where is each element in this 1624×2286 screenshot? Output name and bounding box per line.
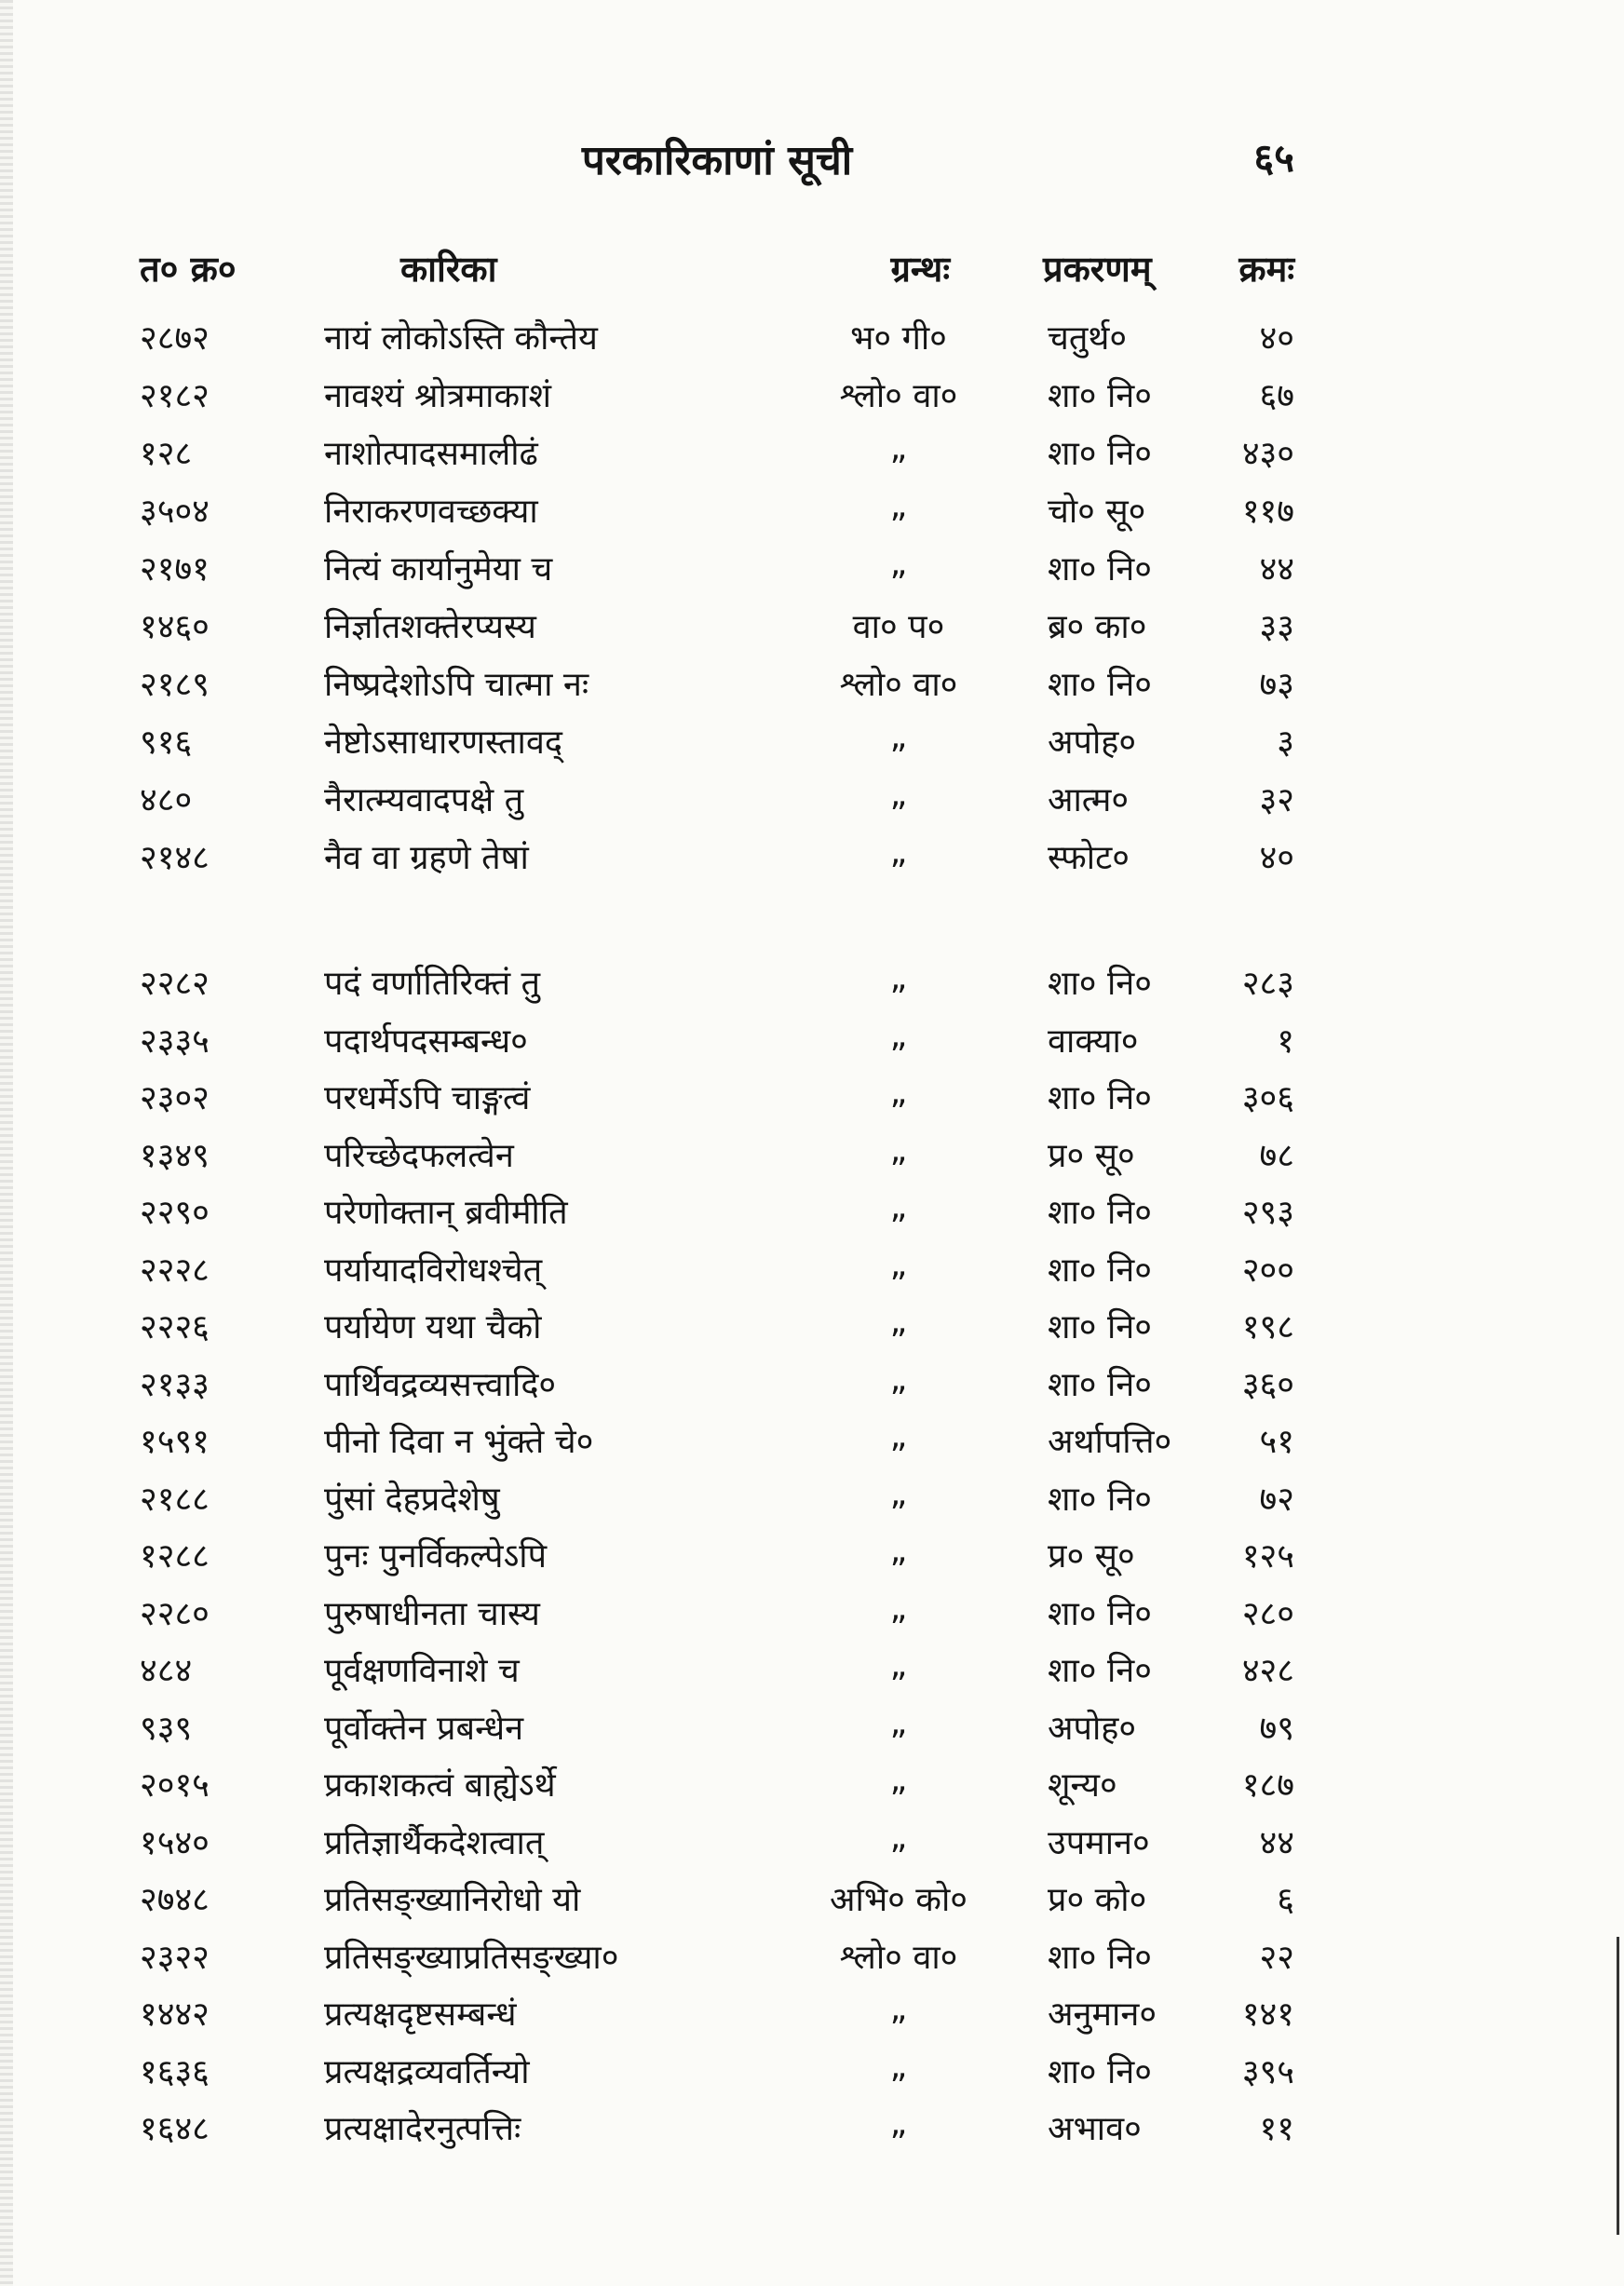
cell-num: ४८४ — [140, 1652, 193, 1690]
cell-prakaran: शा० नि० — [1048, 377, 1152, 415]
cell-num: २१८२ — [140, 377, 210, 415]
cell-prakaran: चो० सू० — [1048, 493, 1146, 531]
table-row — [0, 2048, 1624, 2103]
cell-granth: „ — [889, 776, 908, 814]
cell-num: २२२६ — [140, 1308, 210, 1346]
table-row — [0, 1188, 1624, 1244]
cell-karika: प्रत्यक्षदृष्टसम्बन्धं — [324, 1995, 517, 2034]
cell-granth: „ — [889, 959, 908, 997]
cell-kram: ४० — [1259, 839, 1294, 877]
table-row — [0, 959, 1624, 1015]
cell-num: १५४० — [140, 1823, 210, 1862]
cell-prakaran: अपोह० — [1048, 1709, 1137, 1748]
column-header-karika: कारिका — [400, 249, 497, 290]
cell-karika: पदार्थपदसम्बन्ध० — [324, 1021, 528, 1061]
cell-num: १६४८ — [140, 2110, 210, 2148]
table-row — [0, 602, 1624, 658]
cell-prakaran: अभाव० — [1048, 2110, 1142, 2148]
cell-granth: श्लो० वा० — [839, 666, 958, 704]
cell-num: १२८८ — [140, 1537, 210, 1576]
cell-granth: „ — [889, 1359, 908, 1399]
cell-karika: परिच्छेदफलत्वेन — [324, 1136, 514, 1175]
cell-kram: २८३ — [1241, 965, 1294, 1003]
cell-prakaran: शा० नि० — [1048, 1194, 1152, 1232]
cell-karika: प्रतिसङ्ख्यानिरोधो यो — [324, 1881, 581, 1919]
cell-prakaran: प्र० सू० — [1048, 1136, 1135, 1175]
table-row — [0, 1875, 1624, 1931]
table-row — [0, 718, 1624, 774]
table-row — [0, 2104, 1624, 2160]
cell-karika: प्रत्यक्षादेरनुत्पत्तिः — [324, 2110, 521, 2148]
cell-karika: प्रत्यक्षद्रव्यवर्तिन्यो — [324, 2052, 530, 2091]
cell-kram: ४२८ — [1241, 1652, 1294, 1690]
table-row — [0, 1417, 1624, 1473]
cell-kram: ११७ — [1241, 493, 1294, 531]
cell-num: २२९० — [140, 1194, 210, 1232]
table-row — [0, 1532, 1624, 1588]
cell-karika: पर्यायादविरोधश्चेत् — [324, 1251, 543, 1290]
cell-karika: नैव वा ग्रहणे तेषां — [324, 839, 529, 877]
cell-prakaran: शा० नि० — [1048, 2052, 1152, 2091]
table-row — [0, 372, 1624, 427]
table-row — [0, 545, 1624, 601]
cell-karika: परेणोक्तान् ब्रवीमीति — [324, 1194, 568, 1232]
cell-kram: ६ — [1277, 1881, 1294, 1919]
cell-karika: निष्प्रदेशोऽपि चात्मा नः — [324, 666, 589, 704]
cell-granth: श्लो० वा० — [839, 377, 958, 415]
cell-granth: „ — [889, 833, 908, 872]
cell-karika: प्रतिज्ञार्थैकदेशत्वात् — [324, 1823, 545, 1862]
cell-karika: पीनो दिवा न भुंक्ते चे० — [324, 1423, 594, 1461]
cell-granth: „ — [889, 1417, 908, 1455]
cell-karika: पूर्वक्षणविनाशे च — [324, 1652, 520, 1690]
cell-prakaran: शा० नि० — [1048, 550, 1152, 588]
cell-kram: १९८ — [1241, 1308, 1294, 1346]
cell-num: १४६० — [140, 608, 210, 646]
cell-num: २२२८ — [140, 1251, 210, 1290]
table-row — [0, 1589, 1624, 1645]
cell-num: २१८८ — [140, 1480, 210, 1519]
cell-kram: ४३० — [1241, 435, 1294, 473]
cell-kram: ७९ — [1259, 1709, 1294, 1748]
cell-prakaran: अनुमान० — [1048, 1995, 1157, 2034]
cell-karika: प्रतिसङ्ख्याप्रतिसङ्ख्या० — [324, 1938, 619, 1977]
cell-prakaran: स्फोट० — [1048, 839, 1130, 877]
cell-num: ४८० — [140, 781, 193, 819]
cell-karika: नाशोत्पादसमालीढं — [324, 435, 538, 473]
cell-granth: „ — [889, 1646, 908, 1684]
cell-num: ९१६ — [140, 724, 193, 762]
table-row — [0, 1933, 1624, 1989]
cell-granth: श्लो० वा० — [839, 1938, 958, 1977]
cell-num: ९३९ — [140, 1709, 193, 1748]
table-row — [0, 1704, 1624, 1760]
cell-karika: पुरुषाधीनता चास्य — [324, 1594, 540, 1633]
cell-prakaran: शा० नि० — [1048, 1365, 1152, 1404]
column-header-number: त० क्र० — [140, 249, 237, 290]
cell-granth: वा० प० — [852, 608, 945, 646]
cell-granth: „ — [889, 1990, 908, 2028]
cell-granth: „ — [889, 1188, 908, 1226]
cell-kram: ३ — [1277, 724, 1294, 762]
cell-num: ३५०४ — [140, 493, 210, 531]
cell-num: २२८२ — [140, 965, 210, 1003]
column-header-kram: क्रमः — [1238, 249, 1294, 290]
cell-granth: „ — [889, 545, 908, 583]
cell-granth: „ — [889, 429, 908, 467]
cell-granth: „ — [889, 1303, 908, 1341]
cell-kram: ३६० — [1241, 1365, 1294, 1404]
cell-prakaran: शा० नि० — [1048, 1938, 1152, 1977]
table-row — [0, 776, 1624, 832]
cell-granth: „ — [889, 1245, 908, 1284]
cell-kram: ४४ — [1259, 1823, 1294, 1862]
cell-granth: „ — [889, 1703, 908, 1742]
cell-prakaran: चतुर्थ० — [1048, 319, 1128, 358]
cell-karika: परधर्मेऽपि चाङ्गत्वं — [324, 1079, 531, 1117]
cell-karika: नायं लोकोऽस्ति कौन्तेय — [324, 319, 598, 358]
cell-karika: नैरात्म्यवादपक्षे तु — [324, 781, 524, 819]
table-row — [0, 833, 1624, 889]
cell-karika: निर्ज्ञातशक्तेरप्यस्य — [324, 608, 536, 646]
cell-granth: „ — [889, 1474, 908, 1513]
cell-karika: पूर्वोक्तेन प्रबन्धेन — [324, 1709, 524, 1748]
page-number: ६५ — [1253, 135, 1294, 181]
table-row — [0, 314, 1624, 370]
table-row — [0, 1819, 1624, 1874]
cell-num: २३०२ — [140, 1079, 210, 1117]
cell-kram: ३३ — [1259, 608, 1294, 646]
cell-kram: ११ — [1259, 2110, 1294, 2148]
column-header-prakaran: प्रकरणम् — [1043, 249, 1152, 290]
cell-kram: ५१ — [1259, 1423, 1294, 1461]
cell-kram: ३९५ — [1241, 2052, 1294, 2091]
cell-num: २२८० — [140, 1594, 210, 1633]
cell-granth: अभि० को० — [830, 1881, 968, 1919]
cell-granth: „ — [889, 2047, 908, 2086]
cell-prakaran: शून्य० — [1048, 1766, 1117, 1805]
cell-kram: ७२ — [1259, 1480, 1294, 1519]
cell-num: २१३३ — [140, 1365, 210, 1404]
cell-karika: नित्यं कार्यानुमेया च — [324, 550, 553, 588]
cell-karika: प्रकाशकत्वं बाह्येऽर्थे — [324, 1766, 556, 1805]
cell-prakaran: शा० नि० — [1048, 1251, 1152, 1290]
cell-kram: ६७ — [1259, 377, 1294, 415]
cell-num: १६३६ — [140, 2052, 210, 2091]
cell-prakaran: शा० नि० — [1048, 435, 1152, 473]
cell-kram: १४१ — [1241, 1995, 1294, 2034]
cell-granth: भ० गी० — [850, 319, 947, 358]
cell-kram: ७३ — [1259, 666, 1294, 704]
cell-karika: निराकरणवच्छक्या — [324, 493, 538, 531]
cell-granth: „ — [889, 1589, 908, 1628]
cell-granth: „ — [889, 1818, 908, 1857]
cell-kram: १२५ — [1241, 1537, 1294, 1576]
cell-num: २१७१ — [140, 550, 210, 588]
cell-prakaran: अर्थापत्ति० — [1048, 1423, 1172, 1461]
cell-prakaran: शा० नि० — [1048, 1079, 1152, 1117]
cell-granth: „ — [889, 1761, 908, 1799]
cell-num: २७४८ — [140, 1881, 210, 1919]
cell-num: १४४२ — [140, 1995, 210, 2034]
table-row — [0, 1360, 1624, 1416]
cell-prakaran: अपोह० — [1048, 724, 1137, 762]
cell-granth: „ — [889, 2104, 908, 2143]
table-row — [0, 1017, 1624, 1073]
cell-karika: नावश्यं श्रोत्रमाकाशं — [324, 377, 551, 415]
cell-granth: „ — [889, 1074, 908, 1112]
cell-num: १२८ — [140, 435, 193, 473]
table-row — [0, 1761, 1624, 1817]
cell-kram: ४४ — [1259, 550, 1294, 588]
cell-prakaran: उपमान० — [1048, 1823, 1150, 1862]
cell-num: २८७२ — [140, 319, 210, 358]
cell-karika: नेष्टोऽसाधारणस्तावद् — [324, 724, 562, 762]
table-row — [0, 660, 1624, 716]
cell-prakaran: प्र० सू० — [1048, 1537, 1135, 1576]
cell-kram: १८७ — [1241, 1766, 1294, 1805]
cell-kram: २०० — [1241, 1251, 1294, 1290]
cell-prakaran: वाक्या० — [1048, 1021, 1139, 1061]
cell-num: २३३५ — [140, 1021, 210, 1061]
cell-karika: पुंसां देहप्रदेशेषु — [324, 1480, 500, 1519]
cell-kram: २२ — [1259, 1938, 1294, 1977]
cell-prakaran: शा० नि० — [1048, 666, 1152, 704]
table-row — [0, 1246, 1624, 1302]
cell-karika: पदं वर्णातिरिक्तं तु — [324, 965, 541, 1003]
table-row — [0, 1074, 1624, 1129]
cell-granth: „ — [889, 1016, 908, 1055]
cell-kram: ७८ — [1259, 1136, 1294, 1175]
cell-num: २१४८ — [140, 839, 210, 877]
cell-karika: पर्यायेण यथा चैको — [324, 1308, 542, 1346]
cell-granth: „ — [889, 487, 908, 525]
column-header-granth: ग्रन्थः — [890, 249, 950, 290]
table-row — [0, 429, 1624, 485]
cell-prakaran: शा० नि० — [1048, 1480, 1152, 1519]
cell-kram: २९३ — [1241, 1194, 1294, 1232]
cell-karika: पार्थिवद्रव्यसत्त्वादि० — [324, 1365, 557, 1404]
cell-granth: „ — [889, 718, 908, 756]
cell-prakaran: शा० नि० — [1048, 1594, 1152, 1633]
cell-kram: ३०६ — [1241, 1079, 1294, 1117]
cell-karika: पुनः पुनर्विकल्पेऽपि — [324, 1537, 548, 1576]
table-row — [0, 1303, 1624, 1359]
table-row — [0, 1990, 1624, 2046]
cell-kram: २८० — [1241, 1594, 1294, 1633]
cell-num: २०१५ — [140, 1766, 210, 1805]
cell-num: २१८९ — [140, 666, 210, 704]
table-row — [0, 487, 1624, 543]
cell-prakaran: शा० नि० — [1048, 965, 1152, 1003]
table-row — [0, 1646, 1624, 1702]
cell-kram: ३२ — [1259, 781, 1294, 819]
table-row — [0, 1131, 1624, 1187]
cell-prakaran: प्र० को० — [1048, 1881, 1147, 1919]
cell-prakaran: ब्र० का० — [1048, 608, 1147, 646]
cell-prakaran: आत्म० — [1048, 781, 1130, 819]
cell-prakaran: शा० नि० — [1048, 1308, 1152, 1346]
cell-num: १३४९ — [140, 1136, 210, 1175]
cell-prakaran: शा० नि० — [1048, 1652, 1152, 1690]
cell-granth: „ — [889, 1532, 908, 1570]
cell-kram: १ — [1277, 1021, 1294, 1061]
cell-num: १५९१ — [140, 1423, 210, 1461]
cell-kram: ४० — [1259, 319, 1294, 358]
cell-granth: „ — [889, 1130, 908, 1170]
page-title: परकारिकाणां सूची — [581, 137, 853, 184]
cell-num: २३२२ — [140, 1938, 210, 1977]
table-row — [0, 1475, 1624, 1531]
